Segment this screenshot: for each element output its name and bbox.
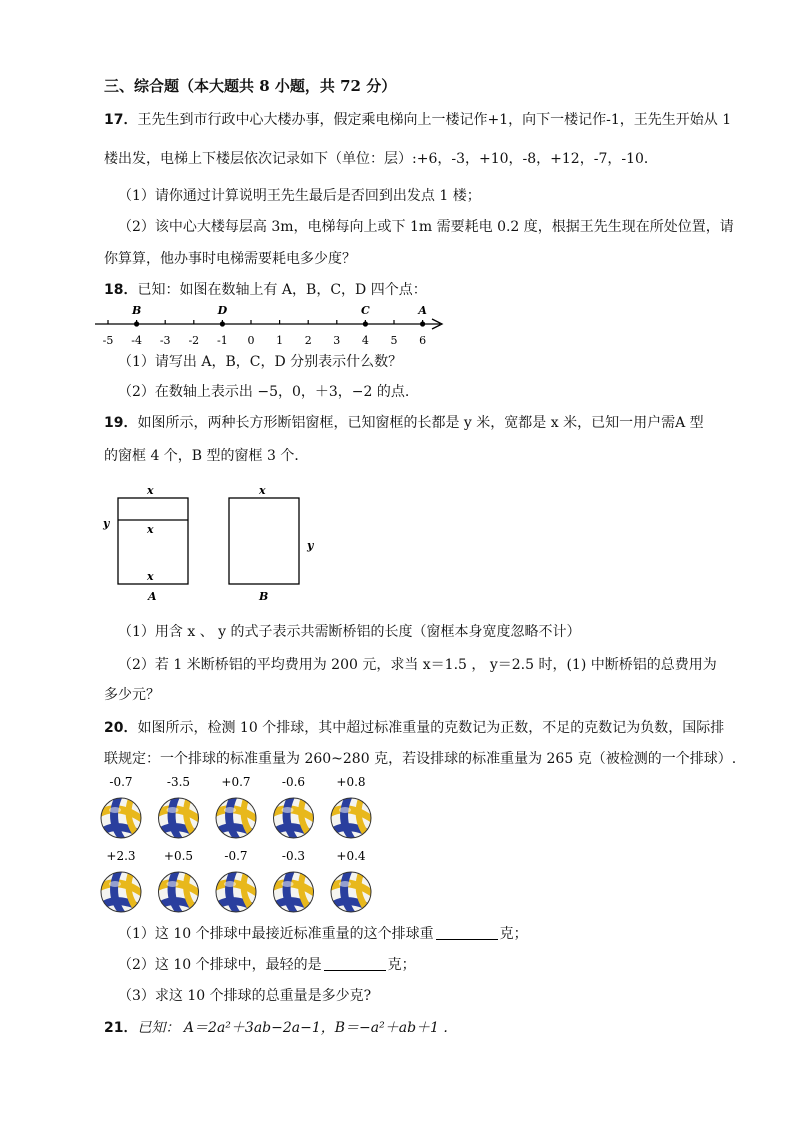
frame-a-label: A xyxy=(148,590,157,603)
answer-blank-2[interactable] xyxy=(324,956,386,971)
ball-weight-label: +0.5 xyxy=(163,849,194,863)
ball-weight-label: +0.8 xyxy=(336,775,366,789)
tick-label: 4 xyxy=(361,334,369,347)
q17-number: 17． xyxy=(104,112,138,128)
window-frames-figure xyxy=(95,480,335,610)
volleyball-icon xyxy=(157,796,201,840)
q20-number: 20． xyxy=(104,720,138,736)
ball-weight-label: -0.7 xyxy=(224,849,248,863)
point-b xyxy=(134,321,139,326)
q18-sub1: （1）请写出 A，B，C，D 分别表示什么数？ xyxy=(118,354,403,370)
frame-a-y: y xyxy=(103,517,110,530)
q20-sub2-post: 克； xyxy=(387,957,416,973)
q20-text2: 联规定：一个排球的标准重量为 260~280 克，若设排球的标准重量为 265 克（被检测的一个排球）. xyxy=(104,751,737,767)
point-label-c: C xyxy=(361,304,370,317)
q20-sub1-pre: （1）这 10 个排球中最接近标准重量的这个排球重 xyxy=(118,926,434,942)
point-label-b: B xyxy=(131,304,142,317)
frame-b xyxy=(229,484,315,603)
q21-line xyxy=(104,1018,448,1038)
q20-sub2-pre: （2）这 10 个排球中，最轻的是 xyxy=(118,957,322,973)
volleyball-icon xyxy=(214,870,258,914)
volleyball-icon xyxy=(329,796,373,840)
tick-label: -3 xyxy=(159,334,171,347)
point-label-a: A xyxy=(418,304,427,317)
q20-line1 xyxy=(104,718,724,738)
point-c xyxy=(363,321,368,326)
volleyball-icon xyxy=(99,870,143,914)
q20-sub2 xyxy=(118,955,416,975)
q19-sub2a: （2）若 1 米断桥铝的平均费用为 200 元，求当 x＝1.5 ， y＝2.5 时，(1) 中断桥铝的总费用为 xyxy=(118,657,717,673)
q18-sub2: （2）在数轴上表示出 −5，0，＋3，−2 的点. xyxy=(118,384,410,400)
section-heading: 三、综合题（本大题共 8 小题，共 72 分） xyxy=(104,77,397,95)
q19-line1 xyxy=(104,413,704,433)
tick-label: -5 xyxy=(102,334,114,347)
q17-text2: 楼出发，电梯上下楼层依次记录如下（单位：层）:+6，-3，+10，-8，+12，-7，-10． xyxy=(104,151,658,167)
ball-weight-label: +0.4 xyxy=(336,849,366,863)
q18-line xyxy=(104,280,427,300)
q19-text1: 如图所示，两种长方形断铝窗框，已知窗框的长都是 y 米，宽都是 x 米，已知一用户需A 型 xyxy=(137,415,704,431)
frame-b-label: B xyxy=(259,590,269,603)
volleyball-icon xyxy=(272,870,316,914)
q17-sub1: （1）请你通过计算说明王先生最后是否回到出发点 1 楼； xyxy=(118,188,481,204)
volleyballs-figure xyxy=(96,772,386,917)
tick-label: 2 xyxy=(304,334,312,347)
volleyball-icon xyxy=(329,870,373,914)
ball-weight-label: +2.3 xyxy=(106,849,136,863)
volleyball-icon xyxy=(214,796,258,840)
tick-label: -4 xyxy=(131,334,142,347)
frame-a xyxy=(102,484,188,603)
q20-sub3: （3）求这 10 个排球的总重量是多少克? xyxy=(118,988,372,1004)
q19-text2: 的窗框 4 个，B 型的窗框 3 个． xyxy=(104,448,309,464)
volleyball-icon xyxy=(157,870,201,914)
point-a xyxy=(420,321,425,326)
frame-a-bottom-x: x xyxy=(147,570,154,583)
volleyball-icon xyxy=(99,796,143,840)
tick-label: 0 xyxy=(247,334,255,347)
number-line xyxy=(90,300,450,350)
tick-label: -1 xyxy=(217,334,228,347)
q21-text: 已知： A＝2a²＋3ab−2a−1，B＝−a²＋ab＋1 . xyxy=(137,1020,448,1036)
frame-b-x: x xyxy=(259,484,266,497)
q17-line1 xyxy=(104,110,731,130)
tick-label: 6 xyxy=(419,334,427,347)
volleyball-icon xyxy=(272,796,316,840)
frame-a-top-x: x xyxy=(147,484,154,497)
ball-weight-label: -0.6 xyxy=(281,775,306,789)
q20-text1: 如图所示，检测 10 个排球，其中超过标准重量的克数记为正数，不足的克数记为负数，国际排 xyxy=(137,720,725,736)
tick-label: -2 xyxy=(188,334,200,347)
q19-number: 19． xyxy=(104,415,138,431)
q19-sub1: （1）用含 x 、 y 的式子表示共需断桥铝的长度（窗框本身宽度忽略不计） xyxy=(118,624,581,640)
answer-blank-1[interactable] xyxy=(436,925,498,940)
q20-sub1 xyxy=(118,924,528,944)
q17-text1: 王先生到市行政中心大楼办事，假定乘电梯向上一楼记作+1，向下一楼记作-1，王先生开始从 1 xyxy=(137,112,732,128)
ball-weight-label: +0.7 xyxy=(221,775,251,789)
frame-a-mid-x: x xyxy=(147,523,154,536)
q17-sub2b: 你算算，他办事时电梯需要耗电多少度？ xyxy=(104,251,356,267)
q21-number: 21． xyxy=(104,1020,138,1036)
tick-label: 5 xyxy=(390,334,398,347)
ball-weight-label: -0.3 xyxy=(281,849,306,863)
q19-sub2b: 多少元？ xyxy=(104,687,160,703)
point-d xyxy=(220,321,225,326)
frame-b-y: y xyxy=(307,539,314,552)
point-label-d: D xyxy=(217,304,228,317)
q20-sub1-post: 克； xyxy=(499,926,528,942)
tick-label: 3 xyxy=(333,334,341,347)
q18-number: 18． xyxy=(104,282,138,298)
ball-weight-label: -0.7 xyxy=(109,775,133,789)
q17-sub2a: （2）该中心大楼每层高 3m，电梯每向上或下 1m 需要耗电 0.2 度，根据王先生现在所处位置，请 xyxy=(118,219,734,235)
ball-weight-label: -3.5 xyxy=(166,775,191,789)
q18-text: 已知：如图在数轴上有 A，B，C，D 四个点： xyxy=(137,282,427,298)
tick-label: 1 xyxy=(276,334,284,347)
